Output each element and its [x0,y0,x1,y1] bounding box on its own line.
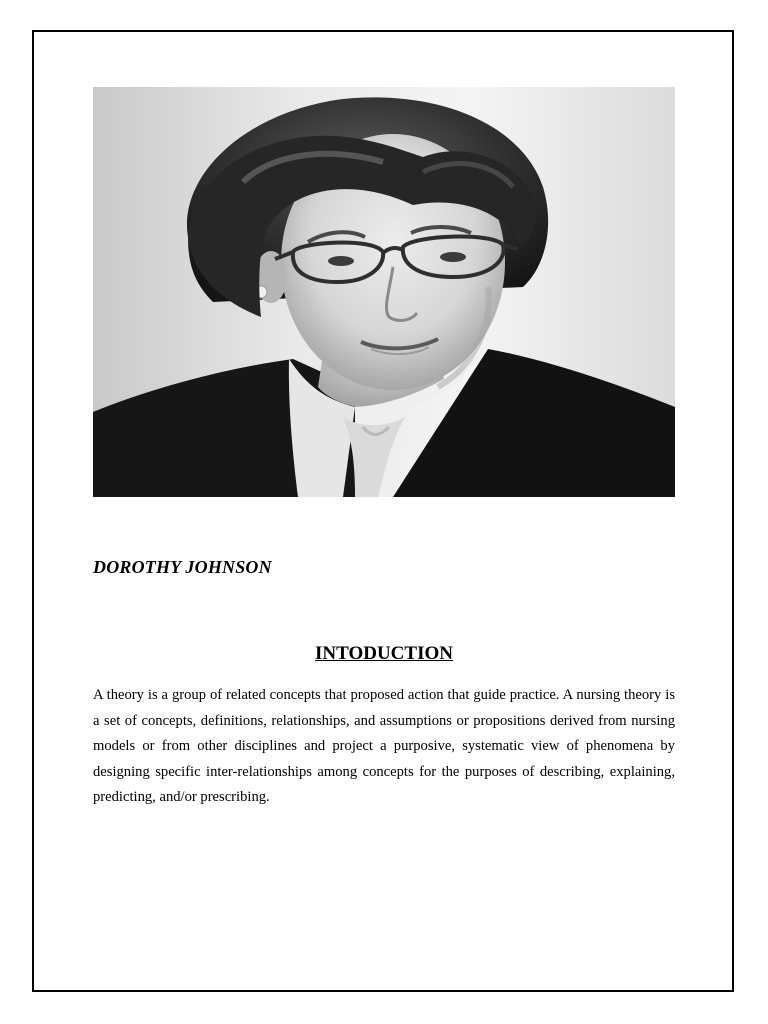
intro-paragraph: A theory is a group of related concepts that proposed action that guide practice. A nursing theory is a set of concepts, definitions, relationships, and assumptions or propositions derived from nursing models or from other disciplines and project a purposive, systematic view of phenomena by designing specific inter-relationships among concepts for the purposes of describing, explaining, predicting, and/or prescribing. [93,687,675,805]
section-heading: INTODUCTION [315,643,453,664]
eye-left [328,256,354,266]
author-name: DOROTHY JOHNSON [93,557,272,577]
eye-right [440,252,466,262]
portrait-photo [93,87,675,497]
